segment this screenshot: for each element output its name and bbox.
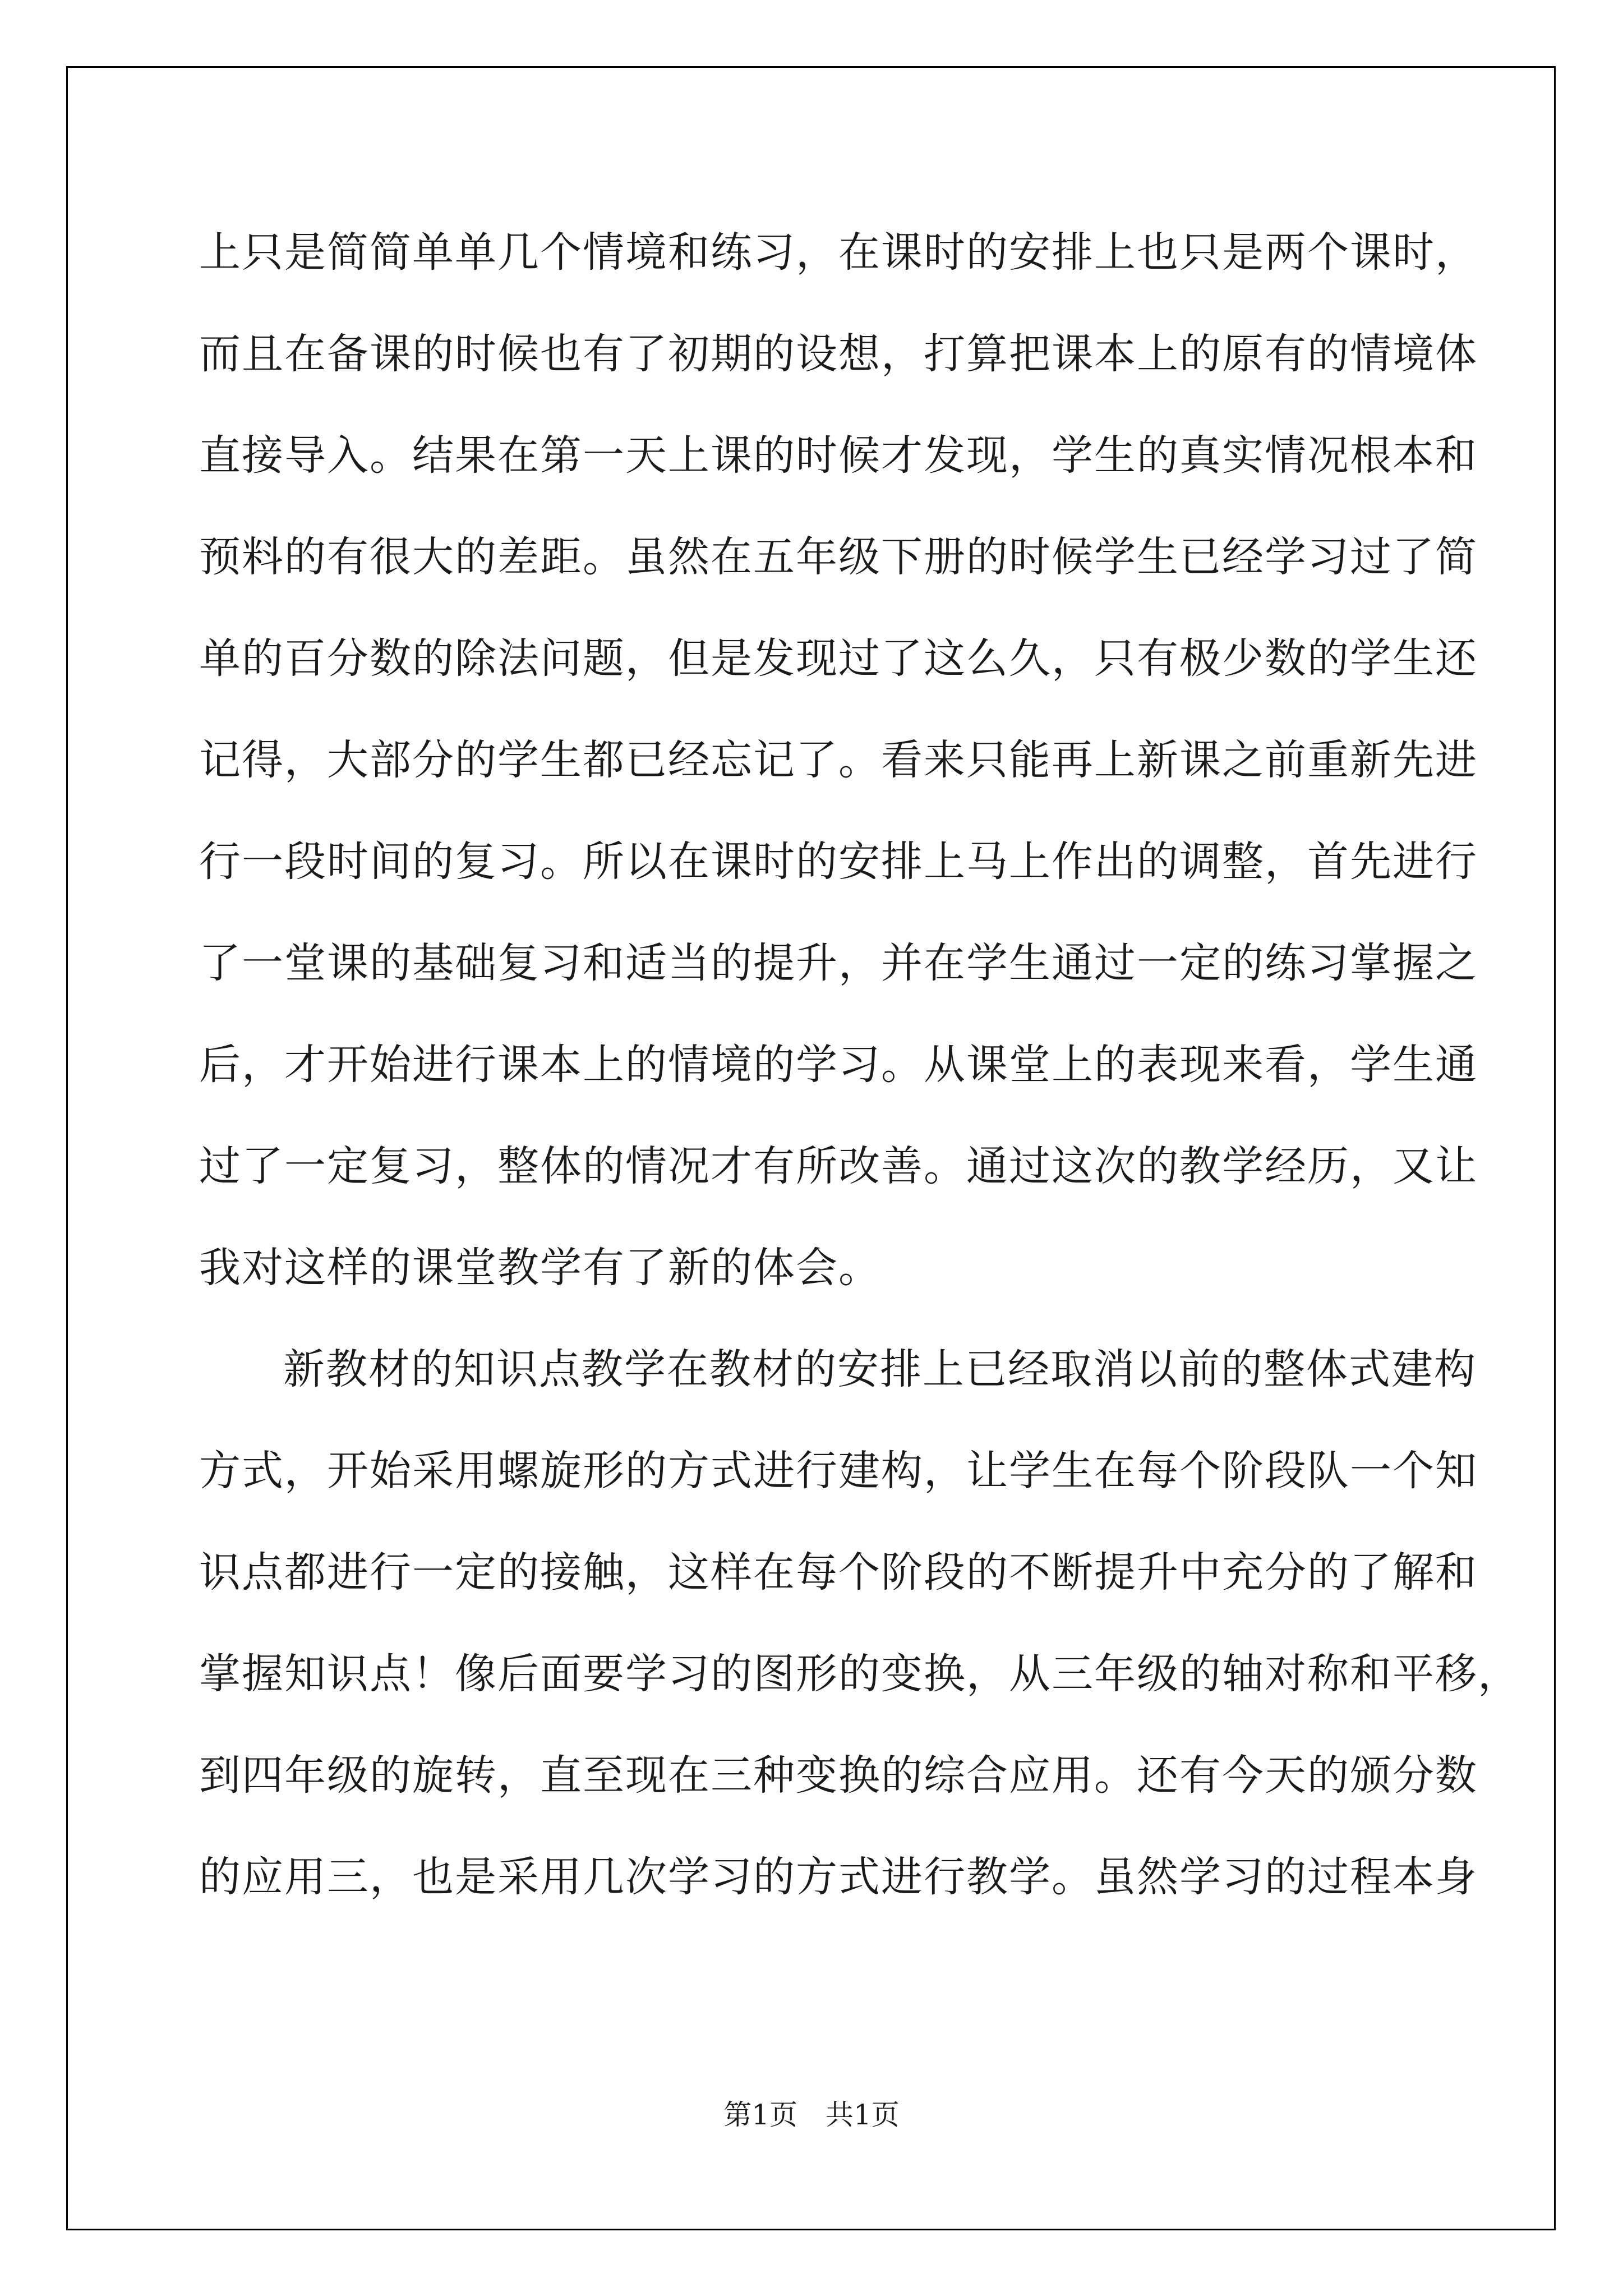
text-line: 预料的有很大的差距。虽然在五年级下册的时候学生已经学习过了简 [199,533,1478,581]
paragraph-first-line: 新教材的知识点教学在教材的安排上已经取消以前的整体式建构 [283,1345,1477,1393]
text-line: 到四年级的旋转，直至现在三种变换的综合应用。还有今天的颁分数 [199,1751,1478,1800]
document-body [199,202,1520,1928]
text-line: 行一段时间的复习。所以在课时的安排上马上作出的调整，首先进行 [199,838,1478,886]
page-footer [0,2098,1623,2132]
text-line: 了一堂课的基础复习和适当的提升，并在学生通过一定的练习掌握之 [199,939,1478,987]
text-line: 我对这样的课堂教学有了新的体会。 [199,1244,881,1292]
page-total: 共1页 [826,2099,900,2131]
text-line: 直接导入。结果在第一天上课的时候才发现，学生的真实情况根本和 [199,431,1478,480]
text-line: 的应用三，也是采用几次学习的方式进行教学。虽然学习的过程本身 [199,1853,1478,1901]
text-line: 记得，大部分的学生都已经忘记了。看来只能再上新课之前重新先进 [199,736,1478,784]
text-line: 过了一定复习，整体的情况才有所改善。通过这次的教学经历，又让 [199,1142,1478,1190]
text-line: 上只是简简单单几个情境和练习，在课时的安排上也只是两个课时， [199,228,1478,277]
text-line: 后，才开始进行课本上的情境的学习。从课堂上的表现来看，学生通 [199,1041,1478,1089]
page-number: 第1页 [723,2099,797,2131]
text-line: 单的百分数的除法问题，但是发现过了这么久，只有极少数的学生还 [199,634,1478,683]
text-line: 方式，开始采用螺旋形的方式进行建构，让学生在每个阶段队一个知 [199,1447,1478,1495]
text-line: 识点都进行一定的接触，这样在每个阶段的不断提升中充分的了解和 [199,1548,1478,1596]
text-line: 掌握知识点！像后面要学习的图形的变换，从三年级的轴对称和平移， [199,1650,1520,1698]
text-line: 而且在备课的时候也有了初期的设想，打算把课本上的原有的情境体 [199,330,1478,378]
